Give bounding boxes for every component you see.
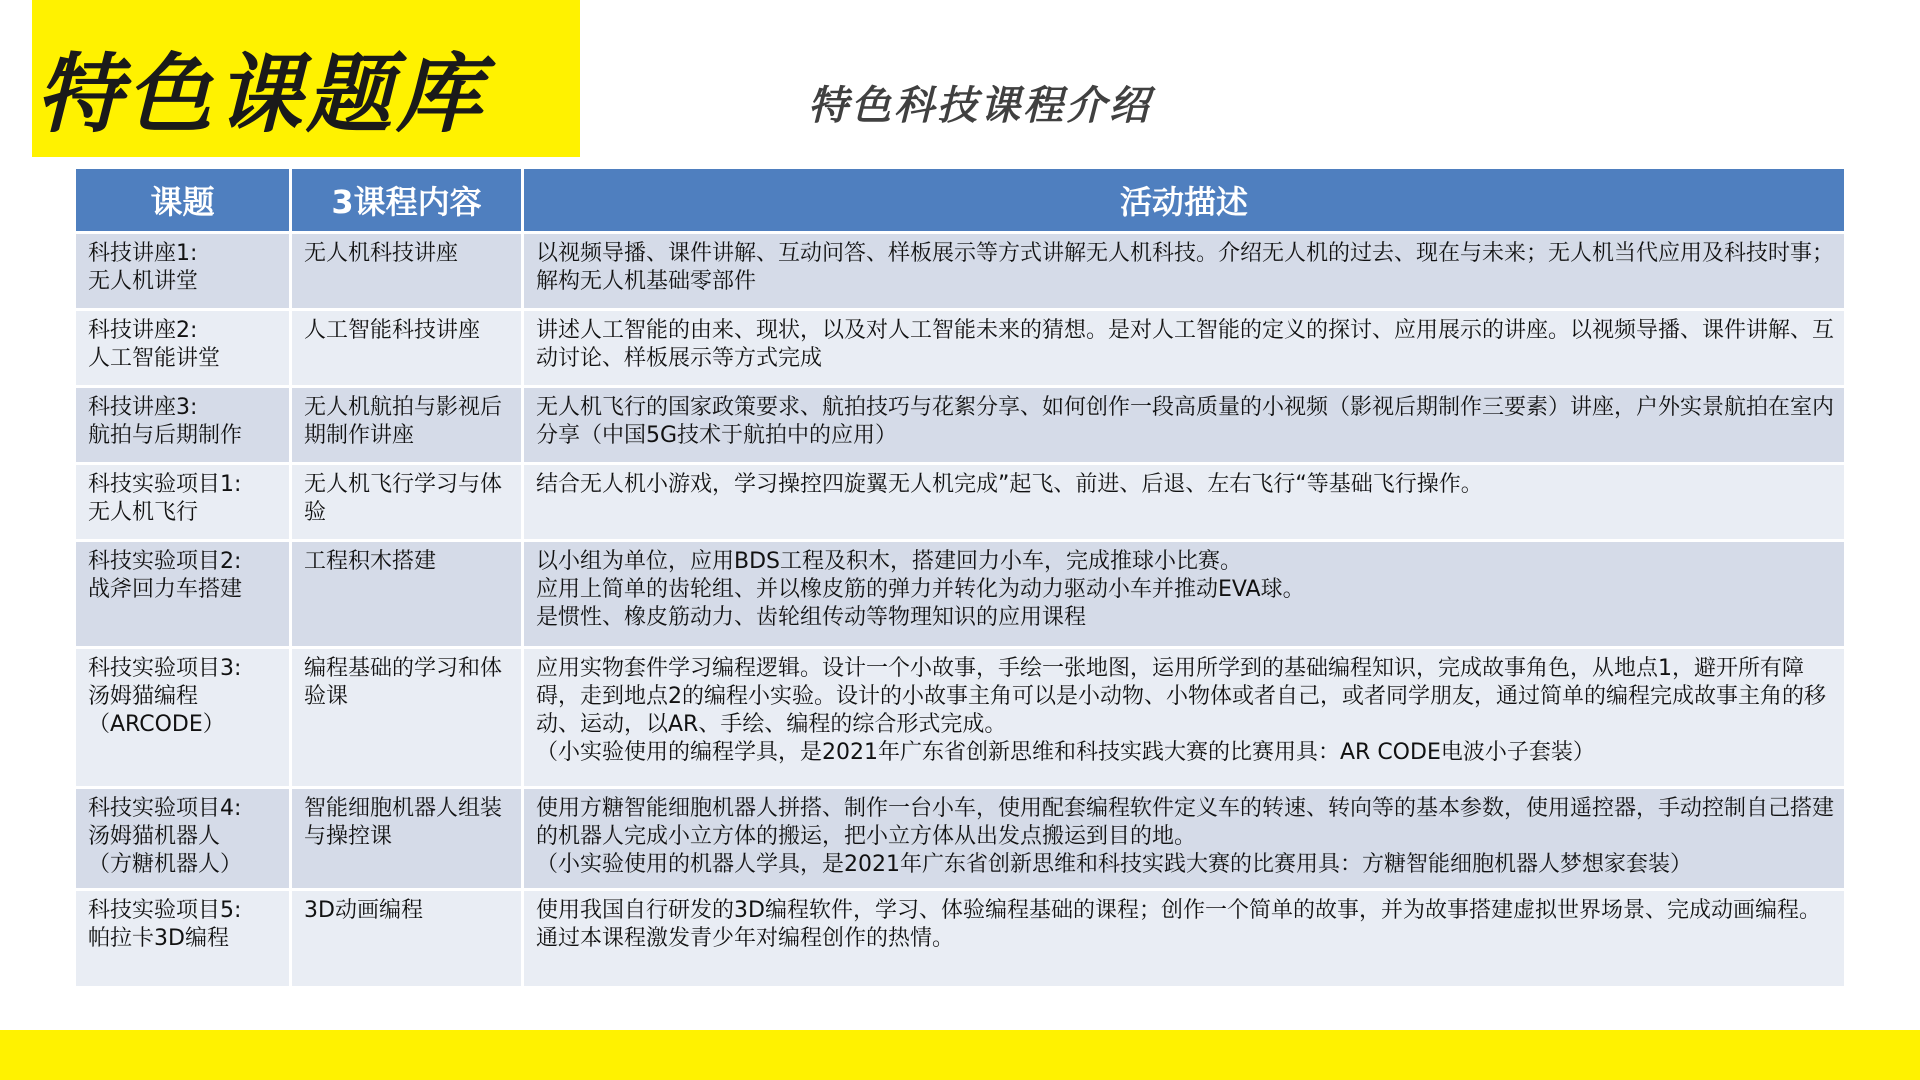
table-row (75, 541, 1846, 648)
description-cell: 使用方糖智能细胞机器人拼搭、制作一台小车，使用配套编程软件定义车的转速、转向等的基本参数，使用遥控器，手动控制自己搭建的机器人完成小立方体的搬运，把小立方体从出发点搬运到目的地。 （小实验使用的机器人学具，是2021年广东省创新思维和科技实践大赛的比赛用具：方糖智能细胞机器人梦想家套装） (523, 788, 1846, 890)
header-description: 活动描述 (523, 168, 1846, 233)
table-row (75, 464, 1846, 541)
description-cell: 以小组为单位，应用BDS工程及积木，搭建回力小车，完成推球小比赛。 应用上简单的齿轮组、并以橡皮筋的弹力并转化为动力驱动小车并推动EVA球。 是惯性、橡皮筋动力、齿轮组传动等物理知识的应用课程 (523, 541, 1846, 648)
table-row (75, 310, 1846, 387)
content-cell: 3D动画编程 (291, 890, 523, 988)
content-cell: 无人机科技讲座 (291, 233, 523, 310)
topic-cell: 科技实验项目3: 汤姆猫编程 （ARCODE） (75, 648, 291, 788)
footer-bar (0, 1030, 1920, 1080)
table-row (75, 788, 1846, 890)
topic-cell: 科技讲座3: 航拍与后期制作 (75, 387, 291, 464)
description-cell: 无人机飞行的国家政策要求、航拍技巧与花絮分享、如何创作一段高质量的小视频（影视后期制作三要素）讲座，户外实景航拍在室内分享（中国5G技术于航拍中的应用） (523, 387, 1846, 464)
table-header-row (75, 168, 1846, 233)
content-cell: 无人机航拍与影视后期制作讲座 (291, 387, 523, 464)
course-table (73, 166, 1847, 989)
description-cell: 使用我国自行研发的3D编程软件，学习、体验编程基础的课程；创作一个简单的故事，并为故事搭建虚拟世界场景、完成动画编程。通过本课程激发青少年对编程创作的热情。 (523, 890, 1846, 988)
topic-cell: 科技讲座1: 无人机讲堂 (75, 233, 291, 310)
content-cell: 编程基础的学习和体验课 (291, 648, 523, 788)
topic-cell: 科技实验项目2: 战斧回力车搭建 (75, 541, 291, 648)
table-row (75, 890, 1846, 988)
content-cell: 智能细胞机器人组装与操控课 (291, 788, 523, 890)
topic-cell: 科技实验项目4: 汤姆猫机器人 （方糖机器人） (75, 788, 291, 890)
table-row (75, 387, 1846, 464)
content-cell: 无人机飞行学习与体验 (291, 464, 523, 541)
table-row (75, 233, 1846, 310)
header-topic: 课题 (75, 168, 291, 233)
course-table-container (73, 166, 1847, 989)
topic-cell: 科技实验项目5: 帕拉卡3D编程 (75, 890, 291, 988)
description-cell: 结合无人机小游戏，学习操控四旋翼无人机完成”起飞、前进、后退、左右飞行“等基础飞行操作。 (523, 464, 1846, 541)
page-subtitle: 特色科技课程介绍 (808, 83, 1152, 129)
header-content: 3课程内容 (291, 168, 523, 233)
description-cell: 讲述人工智能的由来、现状，以及对人工智能未来的猜想。是对人工智能的定义的探讨、应用展示的讲座。以视频导播、课件讲解、互动讨论、样板展示等方式完成 (523, 310, 1846, 387)
table-row (75, 648, 1846, 788)
topic-cell: 科技讲座2: 人工智能讲堂 (75, 310, 291, 387)
content-cell: 人工智能科技讲座 (291, 310, 523, 387)
content-cell: 工程积木搭建 (291, 541, 523, 648)
description-cell: 以视频导播、课件讲解、互动问答、样板展示等方式讲解无人机科技。介绍无人机的过去、现在与未来；无人机当代应用及科技时事；解构无人机基础零部件 (523, 233, 1846, 310)
description-cell: 应用实物套件学习编程逻辑。设计一个小故事，手绘一张地图，运用所学到的基础编程知识，完成故事角色，从地点1，避开所有障碍，走到地点2的编程小实验。设计的小故事主角可以是小动物、小物体或者自己，或者同学朋友，通过简单的编程完成故事主角的移动、运动，以AR、手绘、编程的综合形式完成。 （小实验使用的编程学具，是2021年广东省创新思维和科技实践大赛的比赛用具：AR CODE电波小子套装） (523, 648, 1846, 788)
page-title: 特色课题库 (36, 45, 486, 145)
topic-cell: 科技实验项目1: 无人机飞行 (75, 464, 291, 541)
